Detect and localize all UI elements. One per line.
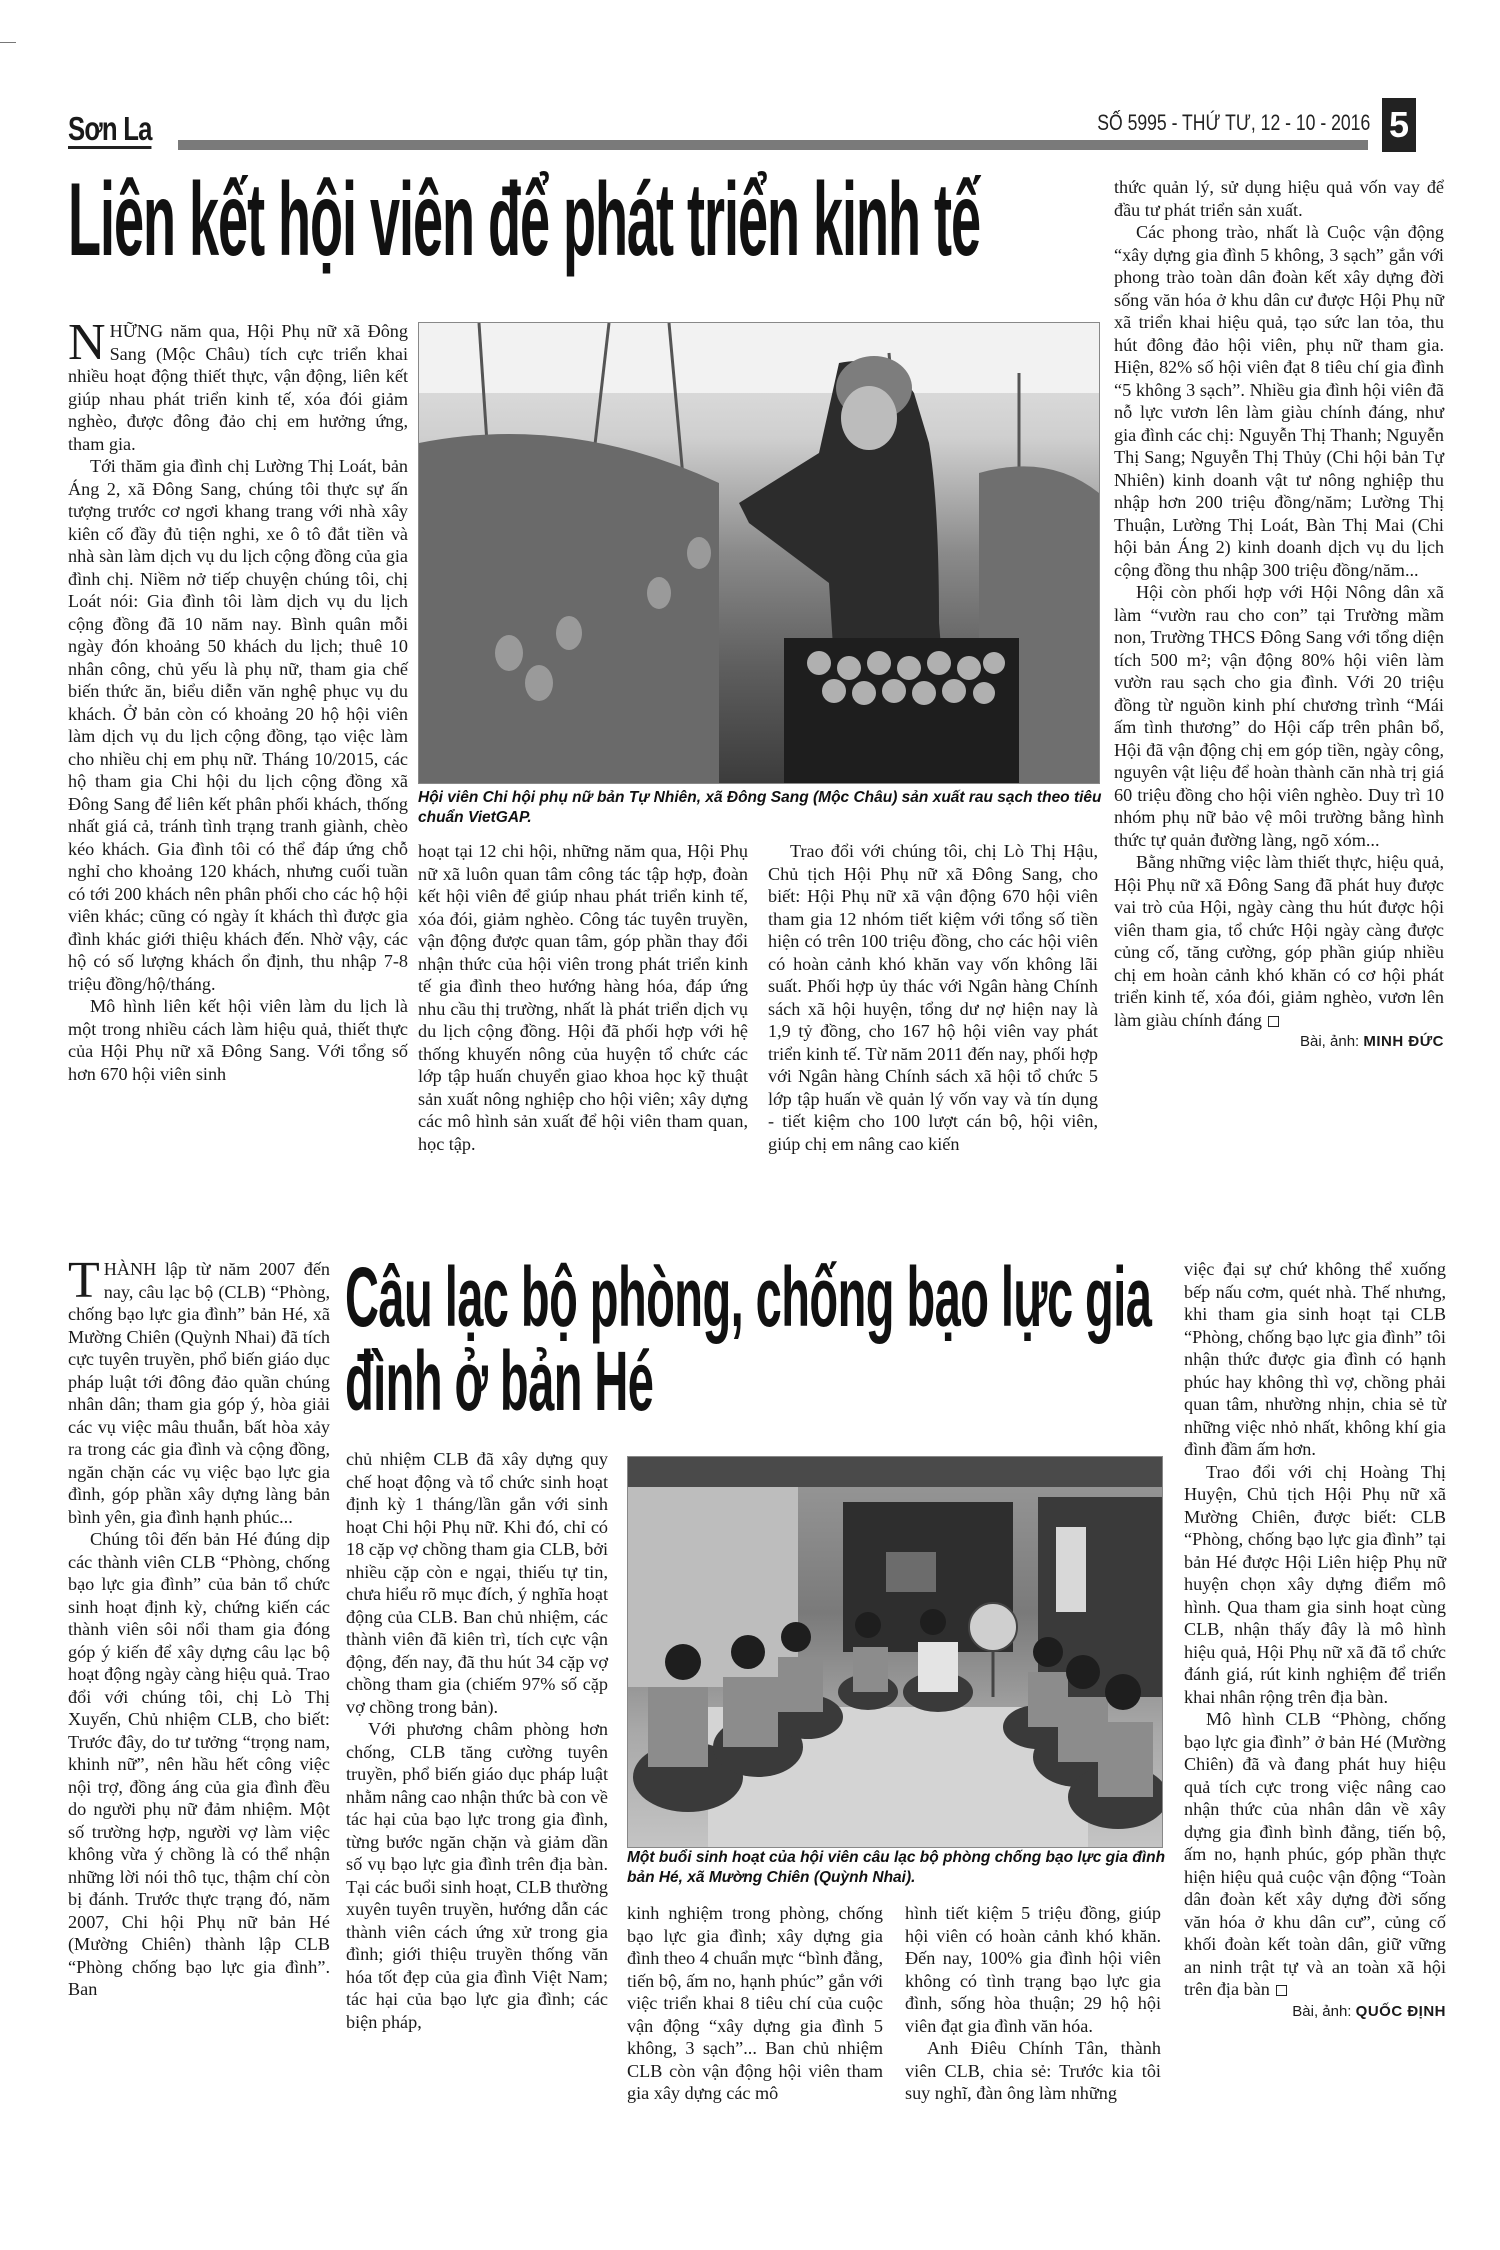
paragraph: Trao đổi với chúng tôi, chị Lò Thị Hậu, Chủ tịch Hội Phụ nữ xã Đông Sang, cho biết: Hội Phụ nữ xã vận động 670 hội viên tham gia 12 nhóm tiết kiệm với tổng số tiền hiện có trên 100 triệu đồng, cho các hội viên có hoàn cảnh khó khăn vay vốn không lãi suất. Phối hợp ủy thác với Ngân hàng Chính sách xã hội huyện, tổng dư nợ hiện nay là 1,9 tỷ đồng, cho 167 hộ hội viên vay phát triển kinh tế. Từ năm 2011 đến nay, phối hợp với Ngân hàng Chính sách xã hội tổ chức 5 lớp tập huấn về quản lý vốn vay và tín dụng - tiết kiệm cho 100 lượt cán bộ, hội viên, giúp chị em nâng cao kiến — [768, 841, 1098, 1154]
paragraph: hình tiết kiệm 5 triệu đồng, giúp hội viên có hoàn cảnh khó khăn. Đến nay, 100% gia đình hội viên không có tình trạng bạo lực gia đình, sống hòa thuận; 29 hộ hội viên đạt gia đình văn hóa. — [905, 1903, 1161, 2036]
paragraph: Tới thăm gia đình chị Lường Thị Loát, bản Áng 2, xã Đông Sang, chúng tôi thực sự ấn tượng trước cơ ngơi khang trang với nhà xây kiên cố đầy đủ tiện nghi, xe ô tô đắt tiền và nhà sàn làm dịch vụ du lịch cộng đồng của gia đình chị. Niềm nở tiếp chuyện chúng tôi, chị Loát nói: Gia đình tôi làm dịch vụ du lịch cộng đồng đã 10 năm nay. Bình quân mỗi ngày đón khoảng 50 khách du lịch; thuê 10 nhân công, chủ yếu là phụ nữ, tham gia chế biến thức ăn, biểu diễn văn nghệ phục vụ du khách. Ở bản còn có khoảng 20 hộ hội viên làm dịch vụ du lịch cộng đồng, tạo việc làm cho nhiều chị em phụ nữ. Tháng 10/2015, các hộ tham gia Chi hội du lịch cộng đồng xã Đông Sang để liên kết phân phối khách, thống nhất giá cả, tránh tình trạng tranh giành, chèo kéo khách. Gia đình tôi có thể đáp ứng chỗ nghỉ cho khoảng 120 khách, nhưng cuối tuần có tới 200 khách nên phân phối cho các hộ hội viên khác; cũng có ngày ít khách thì được gia đình khác giới thiệu khách đến. Nhờ vậy, các hộ có số lượng khách ổn định, thu nhập 7-8 triệu đồng/hộ/tháng. — [68, 456, 408, 994]
end-mark-icon — [1268, 1016, 1279, 1027]
paragraph: kinh nghiệm trong phòng, chống bạo lực gia đình; xây dựng gia đình theo 4 chuẩn mực “bình đẳng, tiến bộ, ấm no, hạnh phúc” gắn với việc triển khai 8 tiêu chí của cuộc vận động “xây dựng gia đình 5 không, 3 sạch”... Ban chủ nhiệm CLB còn vận động hội viên tham gia xây dựng các mô — [627, 1903, 883, 2103]
paragraph: việc đại sự chứ không thể xuống bếp nấu cơm, quét nhà. Thế nhưng, khi tham gia sinh hoạt tại CLB “Phòng, chống bạo lực gia đình” tôi nhận thức được gia đình có hạnh phúc hay không thì vợ, chồng phải quan tâm, nhường nhịn, chia sẻ từ những việc nhỏ nhất, không khí gia đình đầm ấm hơn. — [1184, 1259, 1446, 1459]
article1-photo — [418, 322, 1100, 784]
club-meeting-image — [628, 1457, 1162, 1847]
paragraph — [1184, 1708, 1446, 2001]
article2-col2 — [346, 1448, 608, 2033]
dropcap: T — [68, 1252, 100, 1309]
paragraph: Anh Điêu Chính Tân, thành viên CLB, chia sẻ: Trước kia tôi suy nghĩ, đàn ông làm những — [905, 2038, 1161, 2103]
paragraph: HỮNG năm qua, Hội Phụ nữ xã Đông Sang (Mộc Châu) tích cực triển khai nhiều hoạt động thiết thực, vận động, liên kết giúp nhau phát triển kinh tế, xóa đói giảm nghèo, được đông đảo chị em hưởng ứng, tham gia. — [68, 321, 408, 454]
article2-col3 — [627, 1902, 883, 2105]
article1-col4 — [1114, 176, 1444, 1054]
article2-col4 — [905, 1902, 1161, 2105]
end-mark-icon — [1276, 1985, 1287, 1996]
paragraph: HÀNH lập từ năm 2007 đến nay, câu lạc bộ (CLB) “Phòng, chống bạo lực gia đình” bản Hé, xã Mường Chiên (Quỳnh Nhai) đã tích cực tuyên truyền, phổ biến giáo dục pháp luật tới đông đảo quần chúng nhân dân; tham gia góp ý, hòa giải các vụ việc mâu thuẫn, bất hòa xảy ra trong các gia đình và cộng đồng, ngăn chặn các vụ việc bạo lực gia đình, góp phần xây dựng làng bản bình yên, gia đình hạnh phúc... — [68, 1259, 330, 1527]
article2-photo-caption: Một buổi sinh hoạt của hội viên câu lạc bộ phòng chống bạo lực gia đình bản Hé, xã Mường Chiên (Quỳnh Nhai). — [627, 1849, 1166, 1886]
dropcap: N — [68, 314, 106, 371]
paragraph: Với phương châm phòng hơn chống, CLB tăng cường tuyên truyền, phổ biến giáo dục pháp luật nhằm nâng cao nhận thức bà con về tác hại của bạo lực trong gia đình, từng bước ngăn chặn và giảm dần số vụ bạo lực gia đình trên địa bàn. Tại các buổi sinh hoạt, CLB thường xuyên tuyên truyền, hướng dẫn các thành viên cách ứng xử trong gia đình; giới thiệu truyền thống văn hóa tốt đẹp của gia đình Việt Nam; tác hại của bạo lực gia đình; các biện pháp, — [346, 1719, 608, 2032]
page-number: 5 — [1382, 98, 1416, 152]
article2-col5 — [1184, 1258, 1446, 2023]
section-name: Sơn La — [68, 110, 152, 147]
byline-author: QUỐC ĐỊNH — [1355, 2002, 1446, 2020]
issue-info: SỐ 5995 - THỨ TƯ, 12 - 10 - 2016 — [1096, 110, 1370, 135]
article1-byline — [1114, 1031, 1444, 1054]
paragraph: Chúng tôi đến bản Hé đúng dịp các thành viên CLB “Phòng, chống bạo lực gia đình” của bản tổ chức sinh hoạt định kỳ, chứng kiến các thành viên sôi nổi tham gia đóng góp ý kiến để xây dựng câu lạc bộ hoạt động ngày càng hiệu quả. Trao đổi với chúng tôi, chị Lò Thị Xuyến, Chủ nhiệm CLB, cho biết: Trước đây, do tư tưởng “trọng nam, khinh nữ”, nên hầu hết công việc nội trợ, đồng áng của gia đình đều do người phụ nữ đảm nhiệm. Một số trường hợp, người vợ làm việc không vừa ý chồng là có thể nhận những lời nói thô tục, thậm chí còn bị đánh. Trước thực trạng đó, năm 2007, Chi hội Phụ nữ bản Hé (Mường Chiên) thành lập CLB “Phòng chống bạo lực gia đình”. Ban — [68, 1529, 330, 1999]
byline-author: MINH ĐỨC — [1363, 1033, 1444, 1050]
paragraph: Hội còn phối hợp với Hội Nông dân xã làm “vườn rau cho con” tại Trường mầm non, Trường THCS Đông Sang với tổng diện tích 500 m²; vận động 80% hội viên làm vườn rau sạch cho gia đình. Với 20 triệu đồng từ nguồn kinh phí chương trình “Mái ấm tình thương” do Hội cấp trên phân bổ, Hội đã vận động chị em góp tiền, ngày công, nguyên vật liệu để hoàn thành căn nhà trị giá 60 triệu đồng cho hội viên nghèo. Duy trì 10 nhóm phụ nữ bảo vệ môi trường bằng hình thức tự quản đường làng, ngõ xóm... — [1114, 582, 1444, 850]
tomato-harvest-image — [419, 323, 1099, 783]
paragraph: Mô hình liên kết hội viên làm du lịch là một trong nhiều cách làm hiệu quả, thiết thực của Hội Phụ nữ xã Đông Sang. Với tổng số hơn 670 hội viên sinh — [68, 996, 408, 1084]
article1-col2 — [418, 840, 748, 1155]
paragraph — [1114, 851, 1444, 1031]
article2-byline — [1184, 2001, 1446, 2024]
paragraph: chủ nhiệm CLB đã xây dựng quy chế hoạt động và tổ chức sinh hoạt định kỳ 1 tháng/lần gắn với sinh hoạt Chi hội Phụ nữ. Khi đó, chỉ có 18 cặp vợ chồng tham gia CLB, bởi nhiều cặp còn e ngại, thiếu tự tin, chưa hiểu rõ mục đích, ý nghĩa hoạt động của CLB. Ban chủ nhiệm, các thành viên đã kiên trì, tích cực vận động, đến nay, đã thu hút 34 cặp vợ chồng tham gia (chiếm 97% số cặp vợ chồng trong bản). — [346, 1449, 608, 1717]
byline-label: Bài, ảnh: — [1292, 2002, 1352, 2020]
byline-label: Bài, ảnh: — [1300, 1033, 1360, 1050]
article1-col3 — [768, 840, 1098, 1155]
article1-headline: Liên kết hội viên để phát triển kinh tế — [68, 162, 980, 278]
article1-col1 — [68, 314, 408, 1085]
paragraph-text: Bằng những việc làm thiết thực, hiệu quả, Hội Phụ nữ xã Đông Sang đã phát huy được vai trò của Hội, ngày càng thu hút được hội viên tham gia, tổ chức Hội ngày càng được củng cố, tăng cường, góp phần giúp nhiều chị em hoàn cảnh khó khăn có cơ hội phát triển kinh tế, xóa đói, giảm nghèo, vươn lên làm giàu chính đáng — [1114, 852, 1444, 1030]
paragraph: hoạt tại 12 chi hội, những năm qua, Hội Phụ nữ xã luôn quan tâm công tác tập hợp, đoàn kết hội viên để giúp nhau phát triển kinh tế, xóa đói, giảm nghèo. Công tác tuyên truyền, vận động được quan tâm, góp phần thay đổi nhận thức của hội viên trong phát triển kinh tế gia đình theo hướng hàng hóa, đáp ứng nhu cầu thị trường, nhất là phát triển dịch vụ du lịch cộng đồng. Hội đã phối hợp với hệ thống khuyến nông của huyện tổ chức các lớp tập huấn chuyển giao khoa học kỹ thuật sản xuất nông nghiệp cho hội viên; xây dựng các mô hình sản xuất để hội viên tham quan, học tập. — [418, 841, 748, 1154]
paragraph: Trao đổi với chị Hoàng Thị Huyện, Chủ tịch Hội Phụ nữ xã Mường Chiên, được biết: CLB “Phòng, chống bạo lực gia đình” tại bản Hé được Hội Liên hiệp Phụ nữ huyện chọn xây dựng điểm mô hình. Qua tham gia sinh hoạt cùng CLB, nhận thấy đây là mô hình hiệu quả, Hội Phụ nữ xã đã tổ chức đánh giá, rút kinh nghiệm để triển khai nhân rộng trên địa bàn. — [1184, 1461, 1446, 1707]
article2-col1 — [68, 1252, 330, 2001]
article2-photo — [627, 1456, 1163, 1848]
article1-photo-caption: Hội viên Chi hội phụ nữ bản Tự Nhiên, xã Đông Sang (Mộc Châu) sản xuất rau sạch theo tiêu chuẩn VietGAP. — [418, 789, 1102, 826]
article2-headline: Câu lạc bộ phòng, chống bạo lực gia đình ở bản Hé — [345, 1250, 1152, 1428]
paragraph-text: Mô hình CLB “Phòng, chống bạo lực gia đình” ở bản Hé (Mường Chiên) đã và đang phát huy hiệu quả tích cực trong việc nâng cao nhận thức của nhân dân về xây dựng gia đình bình đẳng, tiến bộ, ấm no, hạnh phúc, góp phần thực hiện hiệu quả cuộc vận động “Toàn dân đoàn kết xây dựng đời sống văn hóa ở khu dân cư”, củng cố khối đoàn kết toàn dân, giữ vững an ninh trật tự và an toàn xã hội trên địa bàn — [1184, 1709, 1446, 1999]
crop-mark — [0, 42, 16, 43]
paragraph: thức quản lý, sử dụng hiệu quả vốn vay để đầu tư phát triển sản xuất. — [1114, 177, 1444, 220]
header-rule — [178, 140, 1368, 150]
paragraph: Các phong trào, nhất là Cuộc vận động “xây dựng gia đình 5 không, 3 sạch” gắn với phong trào toàn dân đoàn kết xây dựng đời sống văn hóa ở khu dân cư được Hội Phụ nữ xã triển khai hiệu quả, tạo sức lan tỏa, thu hút đông đảo hội viên, phụ nữ tham gia. Hiện, 82% số hội viên đạt 8 tiêu chí gia đình “5 không 3 sạch”. Nhiều gia đình hội viên đã nỗ lực vươn lên làm giàu chính đáng, như gia đình các chị: Nguyễn Thị Thanh; Nguyễn Thị Sang; Nguyễn Thị Thủy (Chi hội bản Tự Nhiên) kinh doanh vật tư nông nghiệp thu nhập hơn 200 triệu đồng/năm; Lường Thị Thuận, Lường Thị Loát, Bàn Thị Mai (Chi hội bản Áng 2) kinh doanh dịch vụ du lịch cộng đồng thu nhập 300 triệu đồng/năm... — [1114, 222, 1444, 580]
